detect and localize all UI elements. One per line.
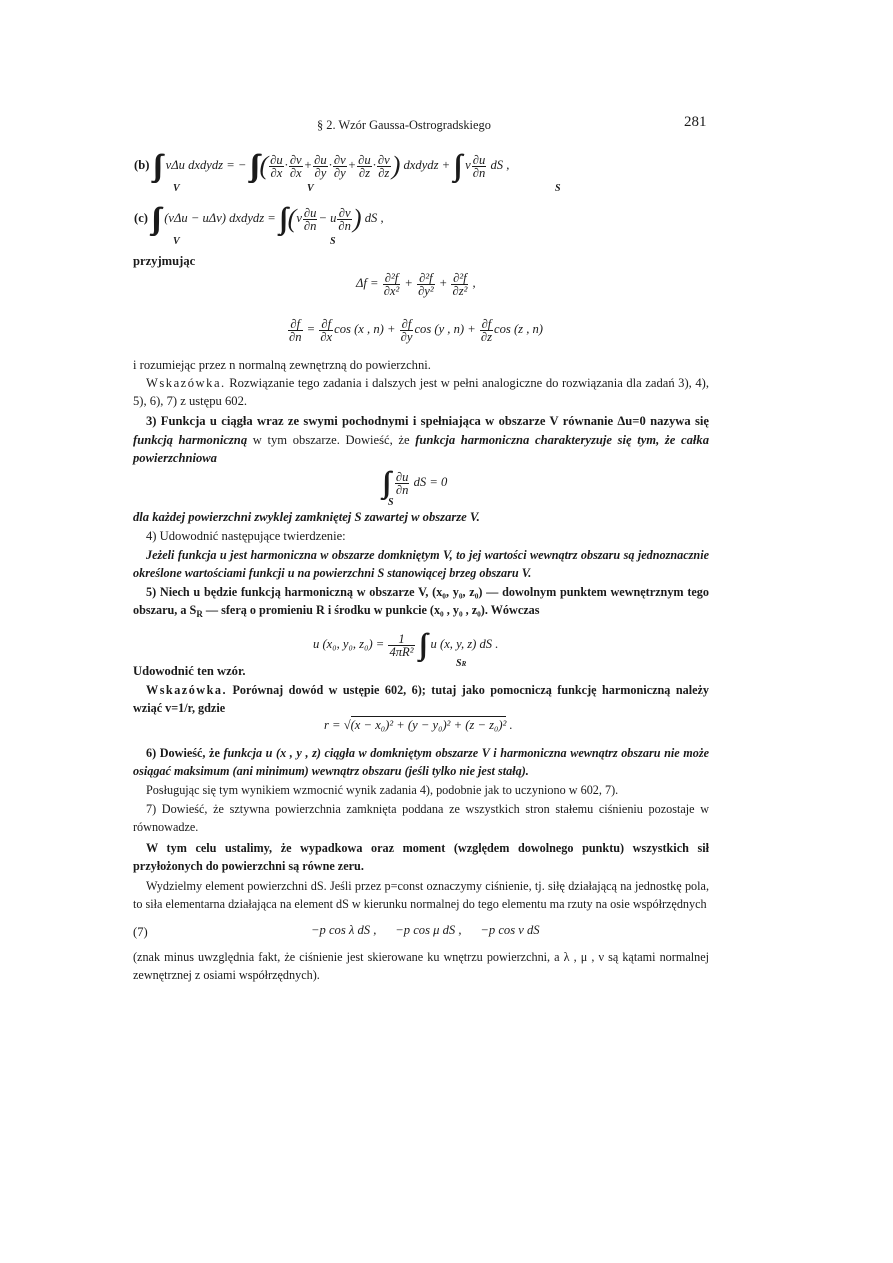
surface-integral-formula: ∫∫ $\frac{\partial u}{\partial n}$ dS = 0 <box>382 466 448 500</box>
problem-5-text-a: 5) Niech u będzie funkcją harmoniczną w obszarze V, (x₀, y₀, z₀) — dowolnym punktem wewnętrznym tego obszaru, a S <box>133 585 709 618</box>
surface-integral-region: S <box>388 497 394 508</box>
problem-3-claim: funkcja harmoniczna charakteryzuje się tym, że całka powierzchniowa <box>133 432 709 465</box>
formula-c-region: V <box>173 236 180 247</box>
problem-7-element: Wydzielmy element powierzchni dS. Jeśli przez p=const oznaczymy ciśnienie, tj. siłę działającą na jednostkę pola, to siła elementarna działająca na element dS w kierunku normalnej do tego elementu ma rzuty na osie współrzędnych <box>133 879 709 912</box>
mean-value-surface: SR <box>456 658 467 669</box>
laplacian-formula: Δf = $\frac{\text{∂²f}}{\text{∂x²}}$ + $\frac{\text{∂²f}}{\text{∂y²}}$ + $\frac{\text{∂²f}}{\text{∂z²}}$ , <box>356 270 476 298</box>
page-number: 281 <box>684 114 707 130</box>
problem-3-mid: w tym obszarze. Dowieść, że <box>252 432 410 447</box>
formula-b-region-1: V <box>173 183 180 194</box>
equation-7-terms: −p cos λ dS , −p cos μ dS , −p cos ν dS <box>311 923 540 937</box>
problem-4-statement: 4) Udowodnić następujące twierdzenie: <box>146 529 346 543</box>
hint-2-text: Porównaj dowód w ustępie 602, 6); tutaj jako pomocniczą funkcję harmoniczną należy wziąć v=1/r, gdzie <box>133 683 709 716</box>
problem-4-theorem: Jeżeli funkcja u jest harmoniczna w obszarze domkniętym V, to jej wartości wewnątrz obszaru są jednoznacznie określone wartościami funkcji u na powierzchni S stanowiącej brzeg obszaru V. <box>133 548 709 581</box>
problem-6-claim: funkcja u (x , y , z) ciągła w domkniętym obszarze V i harmoniczna wewnątrz obszaru nie może osiągać maksimum (ani minimum) wewnątrz obszaru (jeśli tylko nie jest stałą). <box>133 746 709 779</box>
formula-b: (b) ∫∫∫ vΔu dxdydz = − ∫∫∫ ( $\frac{\partial u}{\partial x}$ · $\frac{\partial v}{\partial x}$ + $\frac{\partial u}{\partial y}$ · $\frac{\partial v}{\partial y}$ + $\frac{\partial u}{\partial z}$ · $\frac{\partial v}{\partial z}$ ) dxdydz + ∫∫ v $\frac{\partial u}{\partial n}$ dS , <box>134 149 510 183</box>
prove-formula-line: Udowodnić ten wzór. <box>133 664 246 678</box>
formula-b-region-2: V <box>307 183 314 194</box>
problem-3-term: funkcją harmoniczną <box>133 432 248 447</box>
przyjmujac-word: przyjmując <box>133 254 196 268</box>
formula-c-surface: S <box>330 236 336 247</box>
formula-c-label: (c) <box>134 211 148 225</box>
hint-1-label: Wskazówka. <box>146 376 226 390</box>
hint-2-paragraph <box>133 681 709 718</box>
problem-3-statement: 3) Funkcja u ciągła wraz ze swymi pochodnymi i spełniająca w obszarze V równanie Δu=0 nazywa się <box>146 414 709 428</box>
normal-definition-line: i rozumiejąc przez n normalną zewnętrzną do powierzchni. <box>133 358 431 372</box>
normal-derivative-formula: $\frac{\partial f}{\partial n}$ = $\frac{\partial f}{\partial x}$ cos (x , n) + $\frac{\partial f}{\partial y}$ cos (y , n) + $\frac{\partial f}{\partial z}$ cos (z , n) <box>289 316 543 344</box>
hint-2-label: Wskazówka. <box>146 683 228 697</box>
problem-6-paragraph <box>133 744 709 781</box>
problem-3-condition: dla każdej powierzchni zwyklej zamkniętej S zawartej w obszarze V. <box>133 510 480 524</box>
mean-value-formula: u (x₀, y₀, z₀) = $\frac{1}{\text{4πR²}}$ ∫∫ u (x, y, z) dS . <box>313 628 499 662</box>
running-header: § 2. Wzór Gaussa-Ostrogradskiego <box>317 118 491 132</box>
problem-7-explanation: (znak minus uwzględnia fakt, że ciśnienie jest skierowane ku wnętrzu powierzchni, a λ , μ , ν są kątami normalnej zewnętrznej z osiami współrzędnych). <box>133 950 709 983</box>
problem-5-subscript: R <box>196 609 203 620</box>
problem-5-text-b: — sferą o promieniu R i środku w punkcie (x₀ , y₀ , z₀). Wówczas <box>205 603 540 618</box>
problem-5-paragraph <box>133 583 709 624</box>
hint-1-text: Rozwiązanie tego zadania i dalszych jest w pełni analogiczne do rozwiązania dla zadań 3), 4), 5), 6), 7) z ustępu 602. <box>133 376 710 409</box>
problem-6-statement: 6) Dowieść, że <box>146 746 220 760</box>
distance-formula: r = √(x − x₀)² + (y − y₀)² + (z − z₀)² . <box>324 718 513 732</box>
problem-7-setup: W tym celu ustalimy, że wypadkowa oraz moment (względem dowolnego punktu) wszystkich sił przyłożonych do powierzchni są równe zeru. <box>133 841 709 874</box>
hint-1-paragraph <box>133 374 709 411</box>
problem-7-statement: 7) Dowieść, że sztywna powierzchnia zamknięta poddana ze wszystkich stron stałemu ciśnieniu pozostaje w równowadze. <box>133 802 709 835</box>
problem-6-followup: Posługując się tym wynikiem wzmocnić wynik zadania 4), podobnie jak to uczyniono w 602, 7). <box>146 783 619 797</box>
formula-c: (c) ∫∫∫ (vΔu − uΔv) dxdydz = ∫∫ (v $\frac{\partial u}{\partial n}$ − u $\frac{\partial v}{\partial n}$ ) dS , <box>134 202 384 236</box>
equation-7-label: (7) <box>133 925 148 939</box>
formula-b-surface: S <box>555 183 561 194</box>
formula-b-label: (b) <box>134 158 150 172</box>
problem-3-paragraph <box>133 412 709 468</box>
